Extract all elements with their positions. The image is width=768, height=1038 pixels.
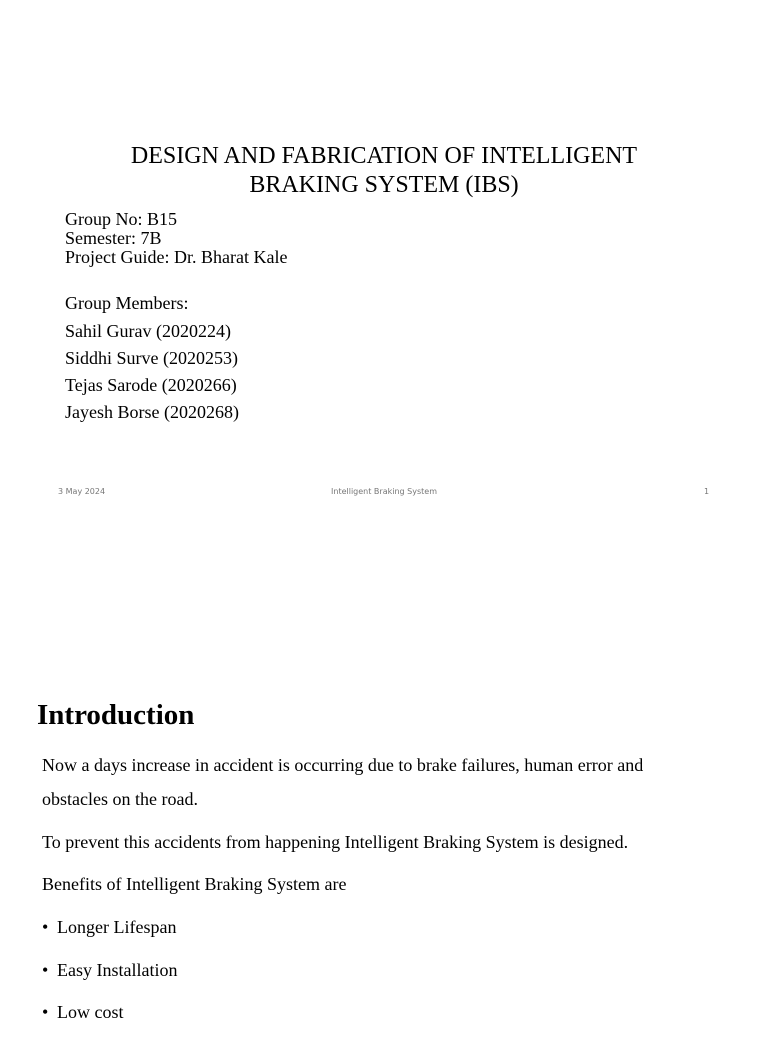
- list-item-text: Low cost: [57, 1002, 124, 1022]
- list-item-text: Longer Lifespan: [57, 917, 177, 937]
- bullet-icon: •: [42, 917, 49, 937]
- bullet-icon: •: [42, 959, 49, 980]
- slide-heading: Introduction: [37, 699, 195, 731]
- member-item: Jayesh Borse (2020268): [65, 402, 239, 422]
- project-details: [65, 210, 287, 267]
- introduction-slide: [0, 515, 768, 1024]
- footer-date: 3 May 2024: [58, 487, 106, 496]
- paragraph: Benefits of Intelligent Braking System are: [42, 874, 347, 894]
- slide-title: [0, 142, 768, 200]
- project-guide: Project Guide: Dr. Bharat Kale: [65, 247, 288, 267]
- group-members-list: [65, 318, 239, 426]
- member-item: Sahil Gurav (2020224): [65, 321, 231, 341]
- benefits-list: [42, 910, 177, 1038]
- paragraph: Now a days increase in accident is occurring due to brake failures, human error and obstacles on the road.: [42, 755, 644, 809]
- title-line-1: DESIGN AND FABRICATION OF INTELLIGENT: [130, 143, 638, 169]
- title-line-2: BRAKING SYSTEM (IBS): [249, 172, 519, 198]
- member-item: Tejas Sarode (2020266): [65, 375, 237, 395]
- list-item-text: Easy Installation: [57, 959, 178, 980]
- footer-page-number: 1: [704, 487, 710, 496]
- list-item: [42, 953, 177, 996]
- title-slide: [0, 0, 768, 515]
- bullet-icon: •: [42, 1002, 49, 1022]
- paragraph: To prevent this accidents from happening Intelligent Braking System is designed.: [42, 832, 629, 852]
- member-item: Siddhi Surve (2020253): [65, 348, 238, 368]
- footer-title: Intelligent Braking System: [331, 487, 437, 496]
- list-item: [42, 910, 177, 953]
- group-number: Group No: B15: [65, 209, 177, 229]
- list-item: [42, 995, 177, 1038]
- semester: Semester: 7B: [65, 228, 162, 248]
- group-members-heading: Group Members:: [65, 293, 189, 313]
